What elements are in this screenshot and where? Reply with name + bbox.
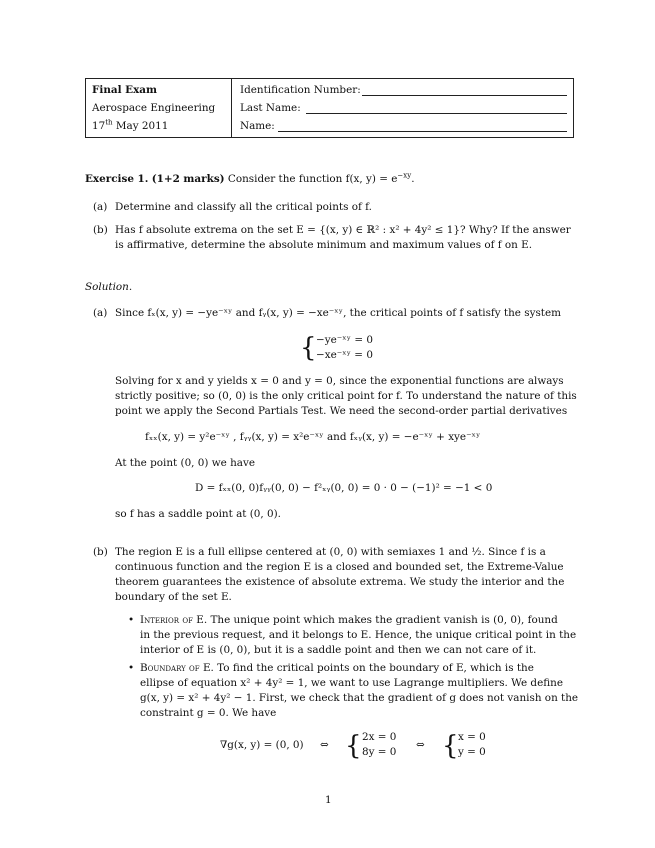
solution-b-label: (b) <box>93 546 108 558</box>
name-blank[interactable] <box>278 131 567 132</box>
page-number: 1 <box>325 794 332 806</box>
solution-b-l3: theorem guarantees the existence of absolute extrema. We study the interior and the <box>115 576 565 588</box>
solution-b-l4: boundary of the set E. <box>115 591 232 603</box>
bullet1-line2: in the previous request, and it belongs to E. Hence, the unique critical point in the <box>140 629 577 641</box>
bullet2-line2: ellipse of equation x² + 4y² = 1, we want to use Lagrange multipliers. We define <box>140 677 564 689</box>
header-divider <box>231 79 232 137</box>
solution-b-l2: continuous function and the region E is a closed and bounded set, the Extreme-Value <box>115 561 564 573</box>
discriminant-equation: D = fₓₓ(0, 0)fᵧᵧ(0, 0) − f²ₓᵧ(0, 0) = 0 · 0 − (−1)² = −1 < 0 <box>195 482 493 494</box>
solution-a-p1-l3: point we apply the Second Partials Test. We need the second-order partial derivatives <box>115 405 568 417</box>
result-eq2: y = 0 <box>458 746 486 758</box>
exam-date: 17th May 2011 <box>92 118 169 132</box>
result-brace: { <box>442 731 459 761</box>
saddle-point-text: so f has a saddle point at (0, 0). <box>115 508 281 520</box>
second-derivatives: fₓₓ(x, y) = y²e⁻ˣʸ , fᵧᵧ(x, y) = x²e⁻ˣʸ and fₓᵧ(x, y) = −e⁻ˣʸ + xye⁻ˣʸ <box>145 431 481 443</box>
bullet-dot-icon: • <box>128 662 135 674</box>
exam-title: Final Exam <box>92 84 158 96</box>
solution-b-l1: The region E is a full ellipse centered at (0, 0) with semiaxes 1 and ½. Since f is a <box>115 546 546 558</box>
exercise-b-line1: Has f absolute extrema on the set E = {(x, y) ∈ ℝ² : x² + 4y² ≤ 1}? Why? If the answer <box>115 224 571 236</box>
gradient-lhs: ∇g(x, y) = (0, 0) <box>220 739 304 751</box>
exercise-a-label: (a) <box>93 201 108 213</box>
system-brace: { <box>300 333 317 363</box>
solution-a-label: (a) <box>93 307 108 319</box>
bullet1-line3: interior of E is (0, 0), but it is a saddle point and then we can not care of it. <box>140 644 537 656</box>
name-label: Name: <box>240 120 275 132</box>
bullet-dot-icon: • <box>128 614 135 626</box>
bullet2-line4: constraint g = 0. We have <box>140 707 277 719</box>
solution-label: Solution. <box>85 281 133 293</box>
gradient-eq2: 8y = 0 <box>362 746 397 758</box>
gradient-eq1: 2x = 0 <box>362 731 397 743</box>
system-eq2: −xe⁻ˣʸ = 0 <box>316 349 373 361</box>
department: Aerospace Engineering <box>92 102 216 114</box>
result-eq1: x = 0 <box>458 731 486 743</box>
exercise-b-line2: is affirmative, determine the absolute minimum and maximum values of f on E. <box>115 239 533 251</box>
last-name-blank[interactable] <box>306 113 567 114</box>
exercise-a-text: Determine and classify all the critical points of f. <box>115 201 372 213</box>
exam-header-box <box>85 78 574 138</box>
last-name-label: Last Name: <box>240 102 301 114</box>
bullet1-line1: Interior of E. The unique point which makes the gradient vanish is (0, 0), found <box>140 614 558 626</box>
iff-symbol: ⇔ <box>320 739 329 751</box>
id-number-label: Identification Number: <box>240 84 361 96</box>
bullet2-line1: Boundary of E. To find the critical points on the boundary of E, which is the <box>140 662 534 674</box>
iff-symbol: ⇔ <box>416 739 425 751</box>
at-point-text: At the point (0, 0) we have <box>115 457 256 469</box>
exercise-heading: Exercise 1. (1+2 marks) Consider the function f(x, $y) = e^{-xy}$. <box>85 171 415 185</box>
gradient-brace: { <box>345 731 362 761</box>
system-eq1: −ye⁻ˣʸ = 0 <box>316 334 373 346</box>
solution-a-line1: Since fₓ(x, y) = −ye⁻ˣʸ and fᵧ(x, y) = −xe⁻ˣʸ, the critical points of f satisfy the system <box>115 307 561 319</box>
id-number-blank[interactable] <box>362 95 567 96</box>
exercise-b-label: (b) <box>93 224 108 236</box>
solution-a-p1-l1: Solving for x and y yields x = 0 and y = 0, since the exponential functions are always <box>115 375 564 387</box>
bullet2-line3: g(x, y) = x² + 4y² − 1. First, we check that the gradient of g does not vanish on the <box>140 692 579 704</box>
solution-a-p1-l2: strictly positive; so (0, 0) is the only critical point for f. To understand the nature of this <box>115 390 577 402</box>
